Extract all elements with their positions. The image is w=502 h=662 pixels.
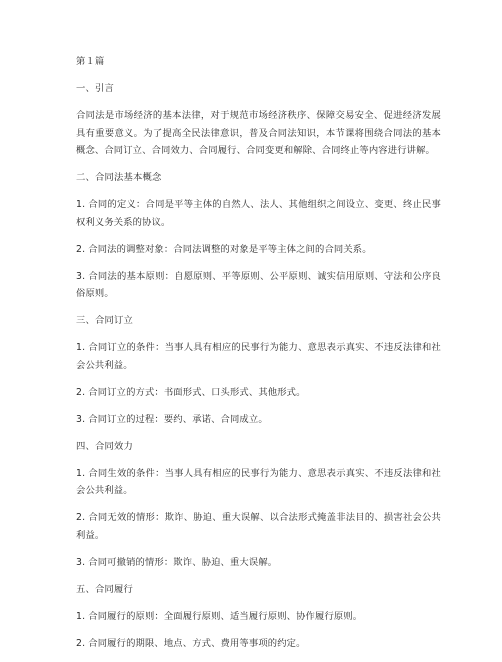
section-heading: 三、合同订立 bbox=[76, 315, 133, 326]
section-heading: 五、合同履行 bbox=[76, 583, 133, 595]
paragraph: 2. 合同无效的情形：欺诈、胁迫、重大误解、以合法形式掩盖非法目的、损害社会公共利益。 bbox=[76, 512, 441, 541]
paragraph: 3. 合同法的基本原则：自愿原则、平等原则、公平原则、诚实信用原则、守法和公序良俗原则。 bbox=[76, 270, 441, 299]
paragraph: 2. 合同履行的期限、地点、方式、费用等事项的约定。 bbox=[76, 637, 306, 649]
paragraph: 2. 合同法的调整对象：合同法调整的对象是平等主体之间的合同关系。 bbox=[76, 243, 372, 255]
section-heading: 四、合同效力 bbox=[76, 440, 133, 452]
paragraph: 合同法是市场经济的基本法律，对于规范市场经济秩序、保障交易安全、促进经济发展具有重要意义。为了提高全民法律意识，普及合同法知识，本节课将围绕合同法的基本概念、合同订立、合同效力、合同履行、合同变更和解除、合同终止等内容进行讲解。 bbox=[76, 110, 441, 156]
document-page bbox=[76, 53, 441, 662]
paragraph: 1. 合同订立的条件：当事人具有相应的民事行为能力、意思表示真实、不违反法律和社会公共利益。 bbox=[76, 342, 441, 371]
paragraph: 1. 合同的定义：合同是平等主体的自然人、法人、其他组织之间设立、变更、终止民事权利义务关系的协议。 bbox=[76, 199, 441, 228]
section-heading: 二、合同法基本概念 bbox=[76, 172, 162, 183]
document-title: 第１篇 bbox=[76, 56, 105, 67]
section-heading: 一、引言 bbox=[76, 83, 114, 94]
paragraph: 3. 合同可撤销的情形：欺诈、胁迫、重大误解。 bbox=[76, 556, 278, 568]
paragraph: 1. 合同生效的条件：当事人具有相应的民事行为能力、意思表示真实、不违反法律和社会公共利益。 bbox=[76, 467, 441, 496]
paragraph: 1. 合同履行的原则：全面履行原则、适当履行原则、协作履行原则。 bbox=[76, 610, 363, 622]
paragraph: 3. 合同订立的过程：要约、承诺、合同成立。 bbox=[76, 413, 268, 425]
paragraph: 2. 合同订立的方式：书面形式、口头形式、其他形式。 bbox=[76, 386, 306, 398]
